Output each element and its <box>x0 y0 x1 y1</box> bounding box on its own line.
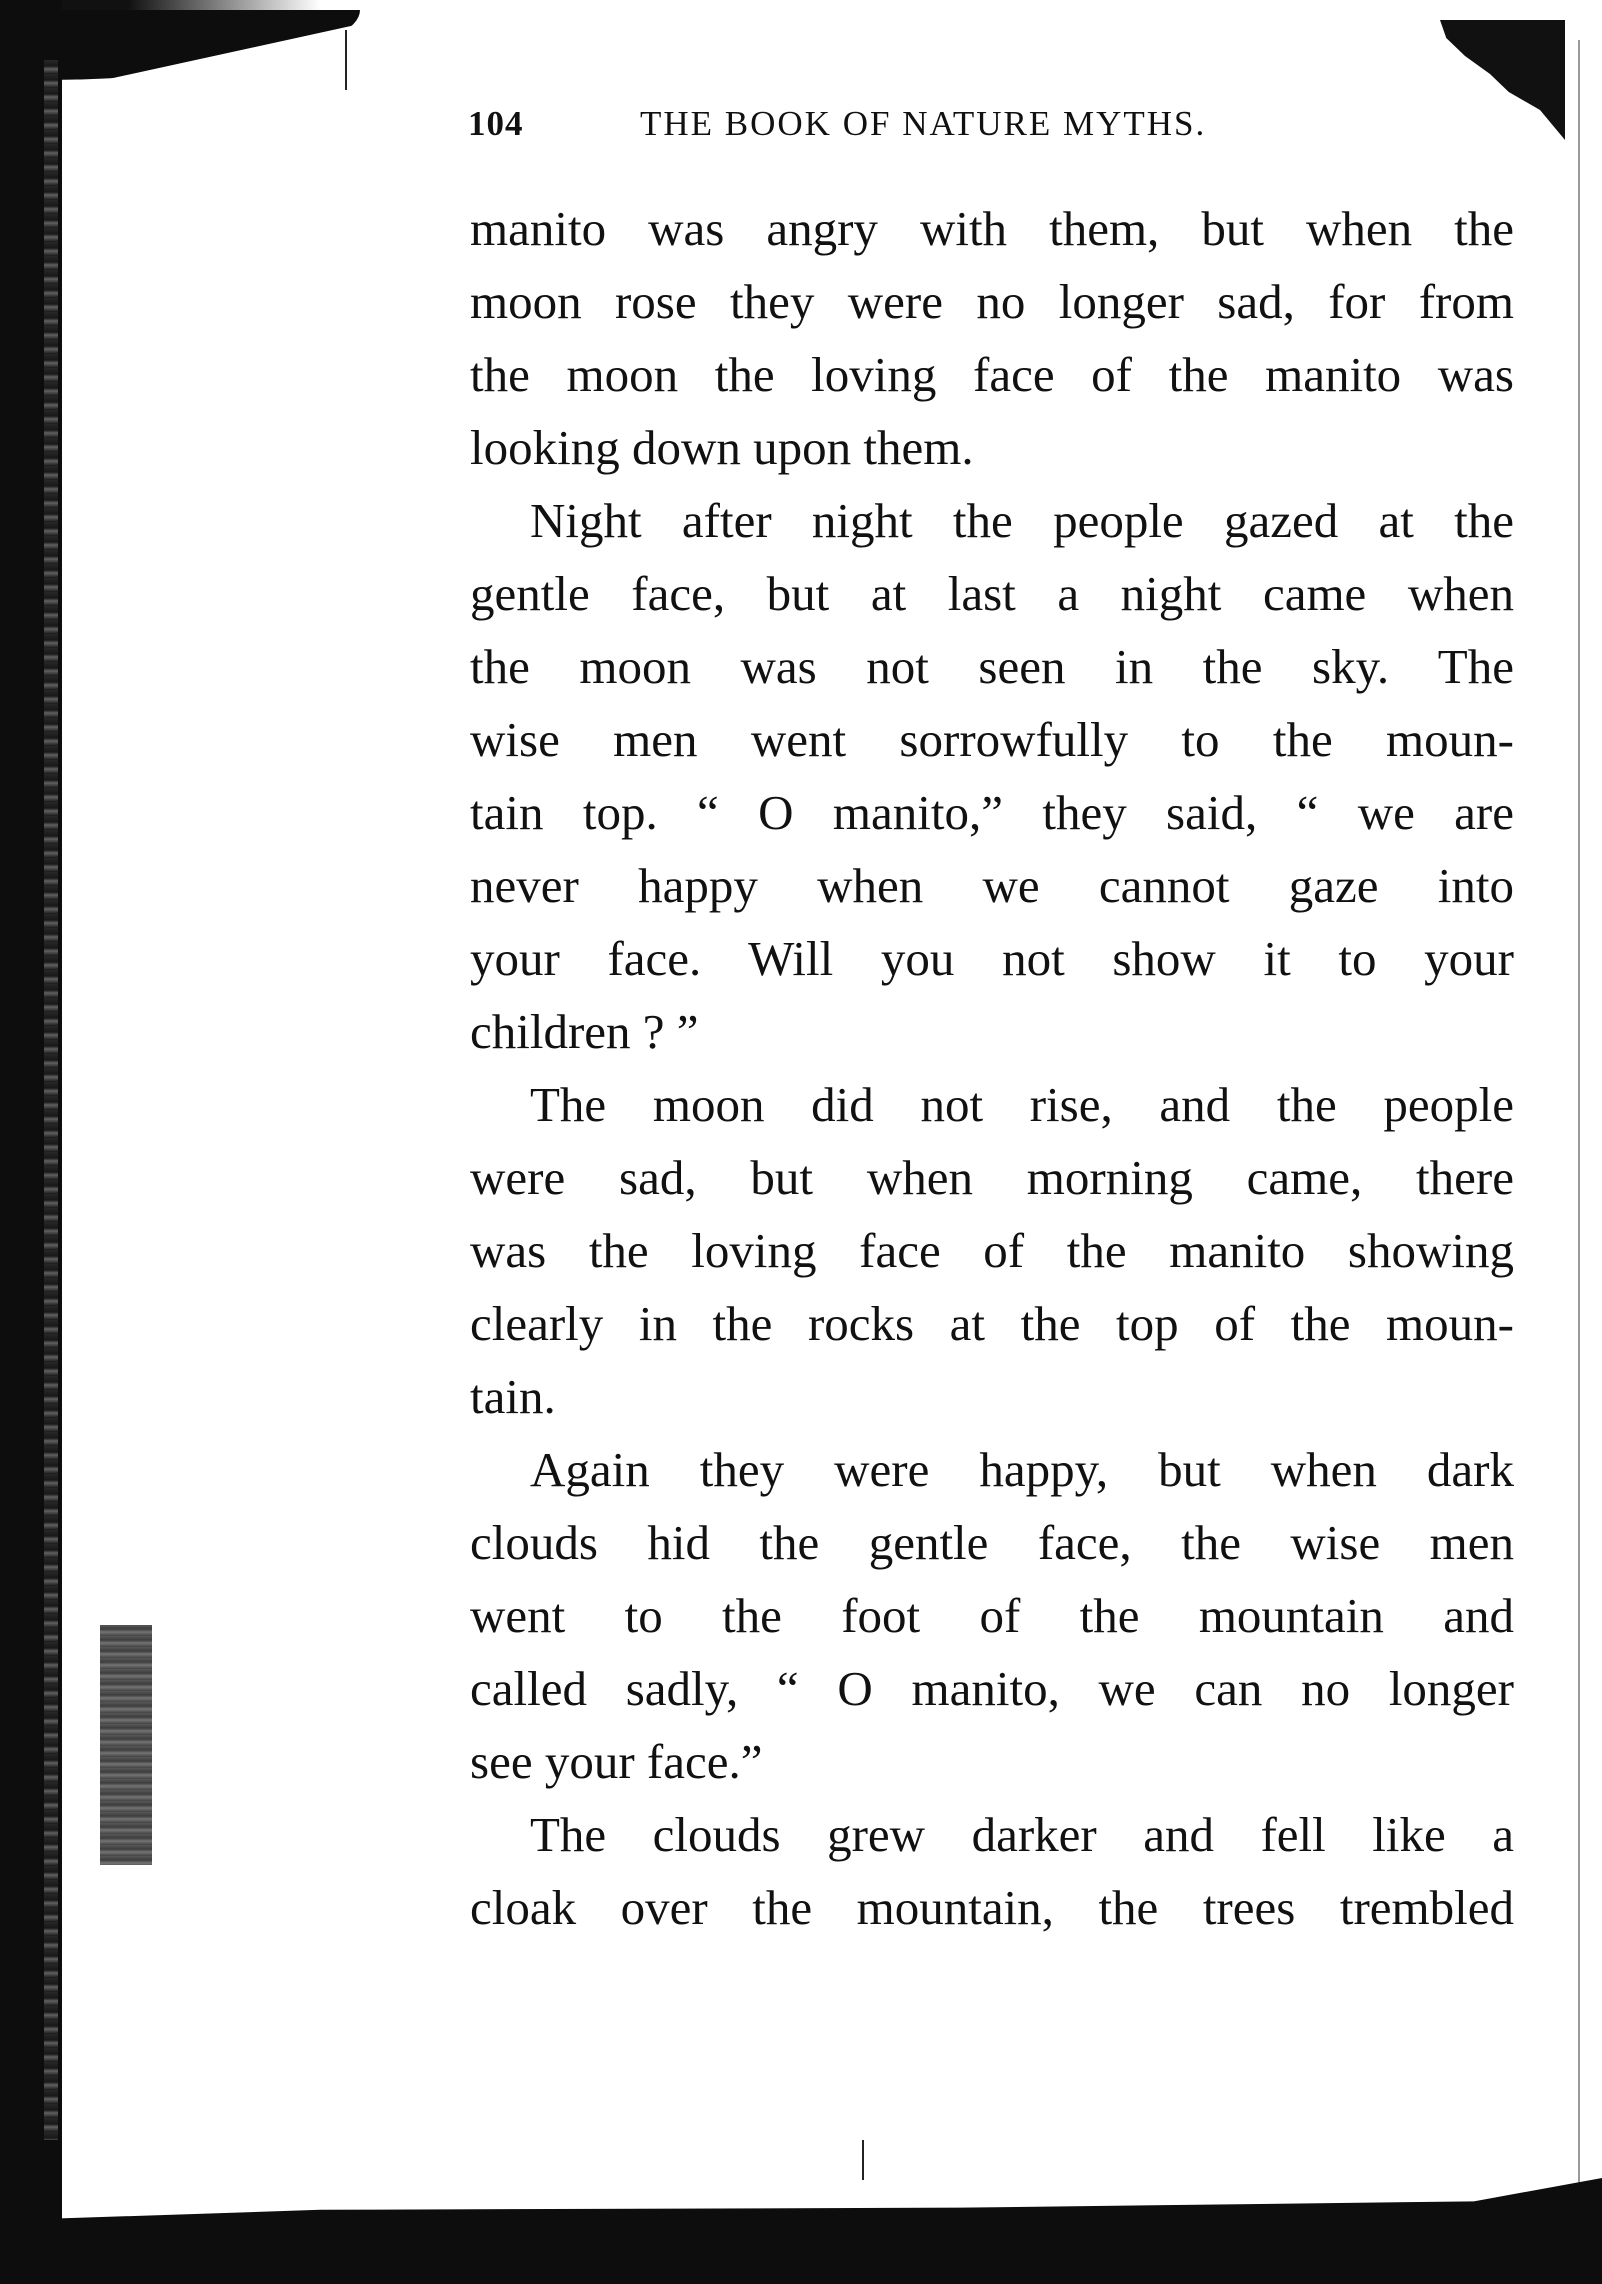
body-text <box>470 192 1514 1944</box>
text-line: moon rose they were no longer sad, for from <box>470 274 1514 329</box>
text-line: was the loving face of the manito showing <box>470 1223 1514 1278</box>
text-line: tain. <box>470 1369 556 1424</box>
text-line: Again they were happy, but when dark <box>530 1442 1514 1497</box>
margin-smudge <box>100 1625 152 1865</box>
text-line: called sadly, “ O manito, we can no longer <box>470 1661 1514 1716</box>
text-line: looking down upon them. <box>470 420 974 475</box>
text-line: Night after night the people gazed at the <box>530 493 1514 548</box>
text-line: see your face.” <box>470 1734 763 1789</box>
scan-speck <box>862 2140 864 2180</box>
book-binding-edge <box>44 60 58 2140</box>
running-title: THE BOOK OF NATURE MYTHS. <box>640 104 1207 143</box>
text-line: children ? ” <box>470 1004 699 1059</box>
text-line: tain top. “ O manito,” they said, “ we are <box>470 785 1514 840</box>
text-line: The moon did not rise, and the people <box>530 1077 1514 1132</box>
scan-border-bottom <box>0 2178 1602 2284</box>
scan-speck <box>345 30 347 90</box>
text-line: cloak over the mountain, the trees trembled <box>470 1880 1514 1935</box>
page-number: 104 <box>468 104 524 143</box>
text-line: clouds hid the gentle face, the wise men <box>470 1515 1514 1570</box>
text-line: gentle face, but at last a night came when <box>470 566 1514 621</box>
text-line: The clouds grew darker and fell like a <box>530 1807 1514 1862</box>
text-line: your face. Will you not show it to your <box>470 931 1514 986</box>
page-edge-right <box>1578 40 1580 2220</box>
text-line: the moon the loving face of the manito was <box>470 347 1514 402</box>
page-corner-shadow <box>1440 20 1565 140</box>
text-line: the moon was not seen in the sky. The <box>470 639 1514 694</box>
page-curl-top-left <box>40 10 360 80</box>
text-line: went to the foot of the mountain and <box>470 1588 1514 1643</box>
text-line: wise men went sorrowfully to the moun- <box>470 712 1514 767</box>
text-line: clearly in the rocks at the top of the moun- <box>470 1296 1514 1351</box>
text-line: never happy when we cannot gaze into <box>470 858 1514 913</box>
text-line: were sad, but when morning came, there <box>470 1150 1514 1205</box>
text-line: manito was angry with them, but when the <box>470 201 1514 256</box>
